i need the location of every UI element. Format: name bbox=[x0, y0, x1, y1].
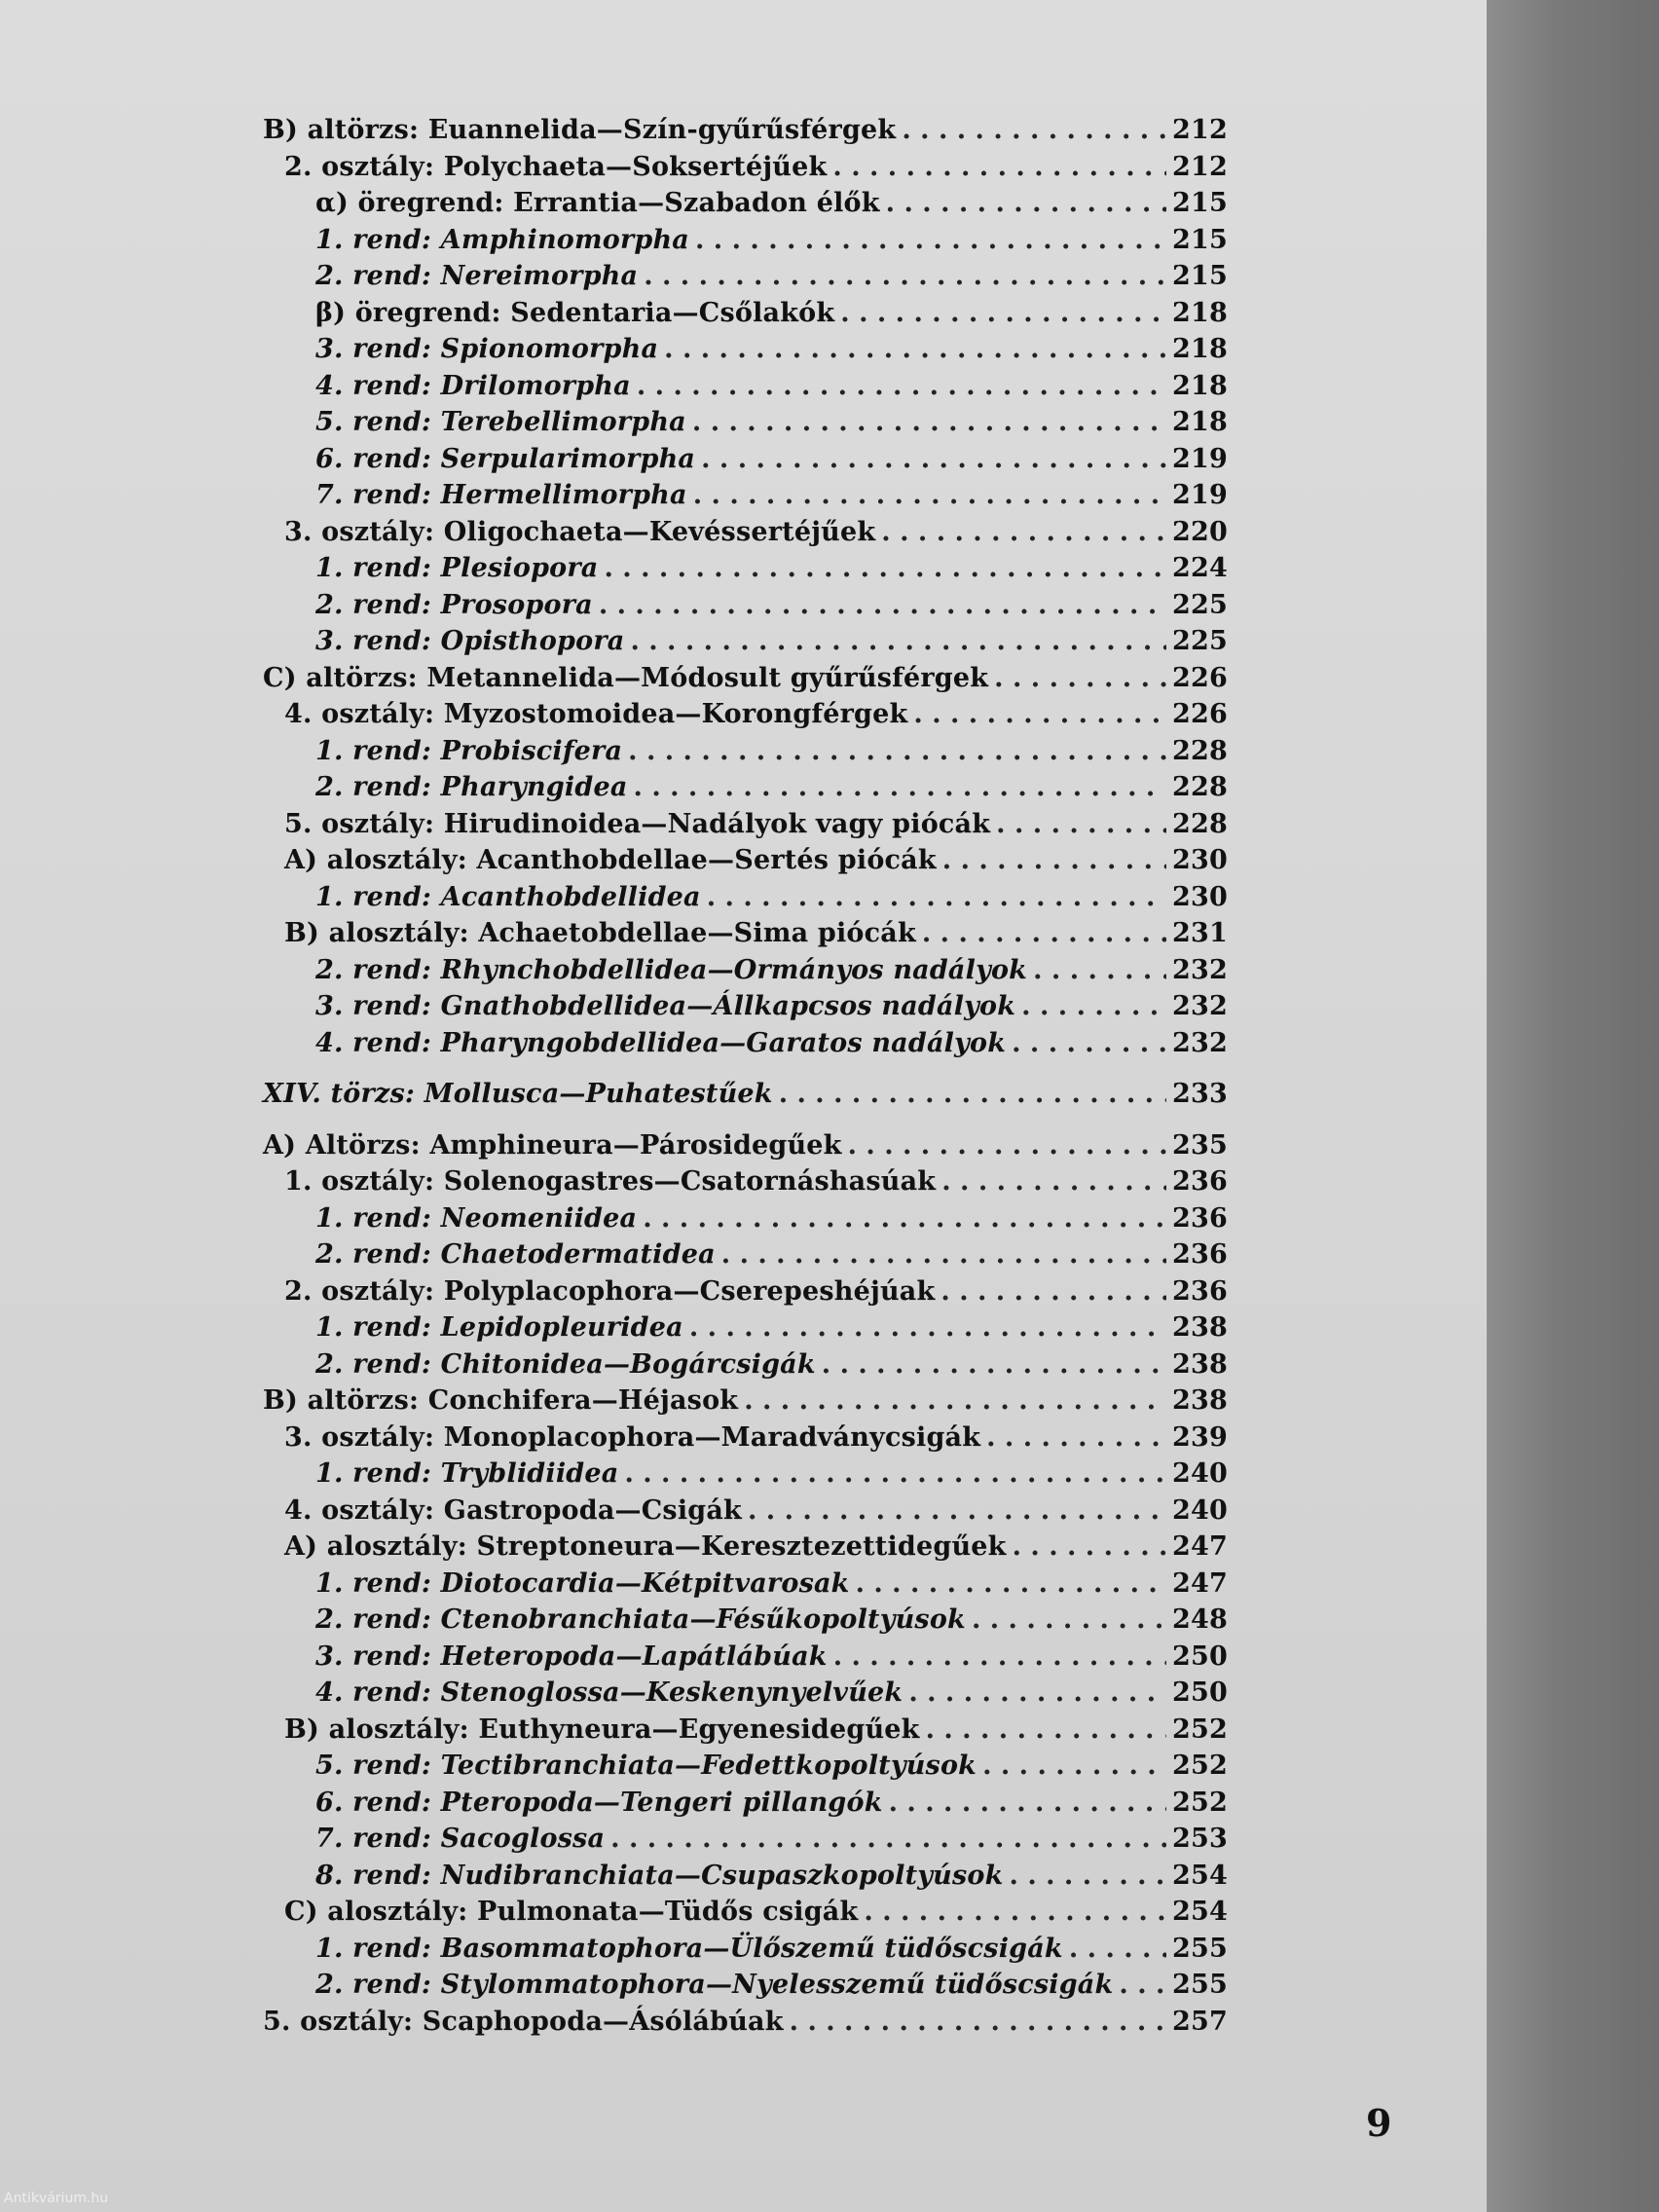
toc-entry-page: 253 bbox=[1172, 1824, 1228, 1854]
toc-entry-page: 252 bbox=[1172, 1714, 1228, 1745]
toc-entry-title: 1. rend: Probiscifera bbox=[315, 735, 623, 766]
toc-entry bbox=[263, 1531, 1227, 1568]
dot-leader bbox=[996, 809, 1166, 839]
toc-entry bbox=[263, 334, 1227, 371]
dot-leader bbox=[604, 553, 1166, 583]
toc-entry bbox=[263, 1824, 1227, 1861]
toc-entry-title: 7. rend: Hermellimorpha bbox=[315, 480, 687, 510]
dot-leader bbox=[833, 1641, 1166, 1672]
toc-entry-page: 252 bbox=[1172, 1751, 1228, 1781]
toc-entry-title: 1. rend: Acanthobdellidea bbox=[315, 881, 701, 912]
toc-entry-page: 218 bbox=[1172, 370, 1228, 401]
toc-entry-page: 250 bbox=[1172, 1641, 1228, 1672]
toc-entry-title: 3. rend: Opisthopora bbox=[315, 626, 625, 656]
toc-entry bbox=[263, 1788, 1227, 1825]
toc-entry-title: 1. rend: Neomeniidea bbox=[315, 1202, 638, 1234]
toc-entry bbox=[263, 772, 1227, 809]
toc-entry bbox=[263, 1641, 1227, 1678]
dot-leader bbox=[848, 1130, 1166, 1161]
toc-entry-page: 248 bbox=[1172, 1604, 1228, 1635]
toc-entry-title: 1. rend: Lepidopleuridea bbox=[315, 1312, 683, 1343]
toc-entry-page: 232 bbox=[1172, 991, 1228, 1021]
toc-entry-title: 2. rend: Pharyngidea bbox=[315, 772, 628, 802]
toc-entry-title: 1. rend: Tryblidiidea bbox=[315, 1458, 619, 1489]
adjacent-page-edge bbox=[1487, 0, 1659, 2212]
toc-entry bbox=[263, 225, 1227, 262]
toc-entry-page: 228 bbox=[1172, 735, 1228, 766]
dot-leader bbox=[664, 334, 1166, 364]
toc-entry bbox=[263, 1458, 1227, 1495]
toc-entry-page: 218 bbox=[1172, 407, 1228, 437]
toc-entry-page: 224 bbox=[1172, 553, 1228, 583]
toc-entry-page: 236 bbox=[1172, 1166, 1228, 1197]
dot-leader bbox=[994, 663, 1166, 693]
toc-entry-title: 4. rend: Pharyngobdellidea—Garatos nadályok bbox=[315, 1027, 1007, 1058]
toc-entry-page: 226 bbox=[1172, 662, 1228, 693]
toc-entry-page: 238 bbox=[1172, 1385, 1228, 1416]
toc-entry-title: 7. rend: Sacoglossa bbox=[315, 1824, 606, 1854]
toc-entry-page: 250 bbox=[1172, 1677, 1228, 1708]
dot-leader bbox=[856, 1568, 1166, 1599]
toc-entry bbox=[263, 845, 1227, 882]
toc-entry-page: 233 bbox=[1172, 1079, 1228, 1109]
toc-entry bbox=[263, 1861, 1227, 1898]
toc-entry-page: 230 bbox=[1172, 881, 1228, 912]
toc-entry-page: 232 bbox=[1172, 954, 1228, 985]
toc-entry-page: 236 bbox=[1172, 1202, 1228, 1234]
toc-entry-page: 239 bbox=[1172, 1421, 1228, 1453]
dot-leader bbox=[972, 1604, 1166, 1635]
dot-leader bbox=[628, 736, 1166, 766]
toc-entry bbox=[263, 1970, 1227, 2007]
toc-entry-title: 8. rend: Nudibranchiata—Csupaszkopoltyúsok bbox=[315, 1860, 1004, 1891]
dot-leader bbox=[1119, 1970, 1166, 2000]
toc-entry-title: 1. rend: Plesiopora bbox=[315, 553, 599, 583]
dot-leader bbox=[1033, 955, 1166, 985]
toc-entry-title: 2. rend: Stylommatophora—Nyelesszemű tüdőscsigák bbox=[315, 1970, 1114, 2000]
toc-entry-title: 1. osztály: Solenogastres—Csatornáshasúak bbox=[284, 1166, 937, 1197]
toc-entry-page: 225 bbox=[1172, 626, 1228, 656]
toc-entry-title: 2. rend: Chitonidea—Bogárcsigák bbox=[315, 1348, 816, 1380]
toc-entry-title: C) altörzs: Metannelida—Módosult gyűrűsférgek bbox=[263, 662, 989, 693]
toc-entry-page: 254 bbox=[1172, 1860, 1228, 1891]
toc-entry-page: 238 bbox=[1172, 1312, 1228, 1343]
dot-leader bbox=[610, 1824, 1166, 1854]
toc-entry-page: 236 bbox=[1172, 1239, 1228, 1270]
toc-entry-title: 3. rend: Heteropoda—Lapátlábúak bbox=[315, 1641, 828, 1672]
dot-leader bbox=[693, 480, 1166, 510]
toc-entry-page: 219 bbox=[1172, 443, 1228, 474]
toc-entry-title: 3. osztály: Monoplacophora—Maradványcsigák bbox=[284, 1421, 981, 1453]
dot-leader bbox=[1021, 991, 1166, 1021]
toc-entry bbox=[263, 590, 1227, 627]
toc-entry bbox=[263, 261, 1227, 298]
toc-entry-page: 228 bbox=[1172, 772, 1228, 802]
table-of-contents bbox=[263, 115, 1227, 2043]
toc-entry bbox=[263, 1934, 1227, 1971]
dot-leader bbox=[637, 371, 1166, 401]
dot-leader bbox=[643, 1203, 1166, 1234]
toc-entry-title: 5. rend: Terebellimorpha bbox=[315, 407, 686, 437]
dot-leader bbox=[634, 772, 1166, 802]
toc-entry-page: 230 bbox=[1172, 845, 1228, 875]
toc-entry-title: 1. rend: Amphinomorpha bbox=[315, 224, 689, 255]
dot-leader bbox=[940, 1276, 1166, 1307]
dot-leader bbox=[942, 845, 1166, 875]
toc-entry bbox=[263, 1028, 1227, 1065]
toc-entry bbox=[263, 1385, 1227, 1422]
toc-entry-title: B) altörzs: Euannelida—Szín-gyűrűsférgek bbox=[263, 115, 897, 145]
dot-leader bbox=[913, 699, 1166, 729]
dot-leader bbox=[832, 152, 1166, 182]
toc-entry-title: A) Altörzs: Amphineura—Párosidegűek bbox=[263, 1129, 842, 1161]
dot-leader bbox=[889, 1788, 1166, 1818]
toc-entry bbox=[263, 1568, 1227, 1605]
toc-entry-title: 2. rend: Rhynchobdellidea—Ormányos nadályok bbox=[315, 954, 1028, 985]
toc-entry bbox=[263, 918, 1227, 955]
toc-entry-title: 2. osztály: Polychaeta—Soksertéjűek bbox=[284, 151, 828, 182]
toc-entry bbox=[263, 955, 1227, 992]
dot-leader bbox=[840, 298, 1166, 328]
page-number: 9 bbox=[1366, 2101, 1392, 2145]
toc-entry-title: A) alosztály: Acanthobdellae—Sertés piócák bbox=[284, 845, 937, 875]
toc-entry-page: 215 bbox=[1172, 188, 1228, 218]
dot-leader bbox=[822, 1349, 1166, 1380]
toc-entry bbox=[263, 809, 1227, 846]
dot-leader bbox=[644, 261, 1166, 291]
toc-entry bbox=[263, 2007, 1227, 2044]
toc-entry bbox=[263, 1604, 1227, 1641]
toc-entry-page: 220 bbox=[1172, 516, 1228, 547]
dot-leader bbox=[689, 1312, 1166, 1343]
toc-entry-title: 4. rend: Drilomorpha bbox=[315, 370, 631, 401]
toc-entry-title: XIV. törzs: Mollusca—Puhatestűek bbox=[263, 1079, 773, 1109]
dot-leader bbox=[902, 115, 1166, 145]
toc-entry-page: 257 bbox=[1172, 2006, 1228, 2037]
toc-entry-page: 235 bbox=[1172, 1129, 1228, 1161]
toc-entry-title: β) öregrend: Sedentaria—Csőlakók bbox=[315, 297, 835, 328]
toc-entry-page: 232 bbox=[1172, 1027, 1228, 1058]
toc-entry-title: 1. rend: Diotocardia—Kétpitvarosak bbox=[315, 1567, 850, 1599]
toc-entry bbox=[263, 1312, 1227, 1349]
watermark: Antikvárium.hu bbox=[4, 2191, 109, 2206]
dot-leader bbox=[941, 1166, 1166, 1197]
toc-entry-title: 2. rend: Chaetodermatidea bbox=[315, 1239, 716, 1270]
dot-leader bbox=[701, 444, 1166, 474]
toc-entry bbox=[263, 699, 1227, 736]
toc-entry bbox=[263, 1203, 1227, 1240]
toc-entry-page: 212 bbox=[1172, 115, 1228, 145]
toc-entry bbox=[263, 1422, 1227, 1459]
toc-entry-title: 4. osztály: Gastropoda—Csigák bbox=[284, 1494, 742, 1526]
toc-entry-page: 236 bbox=[1172, 1275, 1228, 1307]
dot-leader bbox=[599, 590, 1166, 620]
toc-entry bbox=[263, 1166, 1227, 1203]
dot-leader bbox=[881, 517, 1166, 547]
dot-leader bbox=[908, 1677, 1166, 1708]
toc-entry-title: A) alosztály: Streptoneura—Keresztezettidegűek bbox=[284, 1531, 1007, 1562]
dot-leader bbox=[744, 1385, 1166, 1416]
toc-entry bbox=[263, 298, 1227, 335]
toc-entry bbox=[263, 480, 1227, 517]
toc-entry bbox=[263, 736, 1227, 773]
dot-leader bbox=[707, 882, 1166, 912]
toc-entry-page: 218 bbox=[1172, 334, 1228, 364]
toc-entry bbox=[263, 1130, 1227, 1167]
toc-entry bbox=[263, 553, 1227, 590]
toc-entry-title: 2. osztály: Polyplacophora—Cserepeshéjúak bbox=[284, 1275, 936, 1307]
toc-entry bbox=[263, 188, 1227, 225]
toc-entry bbox=[263, 882, 1227, 919]
toc-entry bbox=[263, 1677, 1227, 1714]
toc-entry-title: 5. osztály: Scaphopoda—Ásólábúak bbox=[263, 2006, 784, 2037]
toc-entry-title: B) alosztály: Euthyneura—Egyenesidegűek bbox=[284, 1714, 920, 1745]
dot-leader bbox=[864, 1897, 1166, 1927]
dot-leader bbox=[1010, 1861, 1166, 1891]
toc-entry bbox=[263, 1714, 1227, 1751]
toc-entry bbox=[263, 371, 1227, 408]
toc-entry bbox=[263, 1239, 1227, 1276]
toc-entry bbox=[263, 115, 1227, 152]
dot-leader bbox=[695, 225, 1166, 255]
toc-entry-title: α) öregrend: Errantia—Szabadon élők bbox=[315, 188, 880, 218]
toc-entry-page: 240 bbox=[1172, 1458, 1228, 1489]
toc-entry-title: 2. rend: Prosopora bbox=[315, 589, 593, 620]
toc-entry-page: 255 bbox=[1172, 1970, 1228, 2000]
toc-entry-title: C) alosztály: Pulmonata—Tüdős csigák bbox=[284, 1897, 859, 1927]
toc-entry-page: 215 bbox=[1172, 261, 1228, 291]
toc-entry bbox=[263, 1349, 1227, 1386]
toc-entry-page: 238 bbox=[1172, 1348, 1228, 1380]
toc-entry-title: 2. rend: Nereimorpha bbox=[315, 261, 639, 291]
toc-entry-title: B) alosztály: Achaetobdellae—Sima piócák bbox=[284, 918, 916, 948]
dot-leader bbox=[1012, 1028, 1166, 1058]
dot-leader bbox=[986, 1422, 1166, 1453]
toc-entry bbox=[263, 1751, 1227, 1788]
toc-entry-title: 3. osztály: Oligochaeta—Kevéssertéjűek bbox=[284, 516, 876, 547]
toc-entry-page: 240 bbox=[1172, 1494, 1228, 1526]
toc-entry bbox=[263, 1276, 1227, 1313]
toc-entry-title: 5. osztály: Hirudinoidea—Nadályok vagy piócák bbox=[284, 808, 991, 839]
dot-leader bbox=[1069, 1934, 1166, 1964]
dot-leader bbox=[748, 1495, 1166, 1526]
toc-entry-page: 218 bbox=[1172, 297, 1228, 328]
toc-entry-page: 247 bbox=[1172, 1567, 1228, 1599]
dot-leader bbox=[624, 1458, 1166, 1489]
dot-leader bbox=[692, 407, 1166, 437]
toc-entry bbox=[263, 1495, 1227, 1532]
toc-entry-title: 5. rend: Tectibranchiata—Fedettkopoltyúsok bbox=[315, 1751, 977, 1781]
toc-entry-page: 247 bbox=[1172, 1531, 1228, 1562]
toc-entry-page: 228 bbox=[1172, 808, 1228, 839]
toc-entry bbox=[263, 991, 1227, 1028]
toc-entry-page: 252 bbox=[1172, 1787, 1228, 1818]
toc-entry-page: 215 bbox=[1172, 224, 1228, 255]
dot-leader bbox=[922, 918, 1166, 948]
dot-leader bbox=[886, 188, 1166, 218]
toc-entry-title: 4. osztály: Myzostomoidea—Korongférgek bbox=[284, 699, 908, 729]
toc-entry-page: 212 bbox=[1172, 151, 1228, 182]
toc-entry-page: 231 bbox=[1172, 918, 1228, 948]
toc-entry-page: 225 bbox=[1172, 589, 1228, 620]
toc-entry bbox=[263, 626, 1227, 663]
dot-leader bbox=[790, 2007, 1166, 2037]
toc-entry-page: 226 bbox=[1172, 699, 1228, 729]
toc-entry-title: 1. rend: Basommatophora—Ülőszemű tüdőscsigák bbox=[315, 1933, 1063, 1964]
dot-leader bbox=[982, 1751, 1166, 1781]
toc-entry bbox=[263, 517, 1227, 554]
toc-entry-title: 3. rend: Spionomorpha bbox=[315, 334, 659, 364]
dot-leader bbox=[926, 1714, 1166, 1745]
dot-leader bbox=[779, 1079, 1166, 1109]
toc-entry-title: 2. rend: Ctenobranchiata—Fésűkopoltyúsok bbox=[315, 1604, 966, 1635]
toc-entry-page: 255 bbox=[1172, 1933, 1228, 1964]
toc-entry bbox=[263, 152, 1227, 189]
toc-entry bbox=[263, 407, 1227, 444]
toc-entry-title: 6. rend: Pteropoda—Tengeri pillangók bbox=[315, 1787, 883, 1818]
toc-entry-title: 6. rend: Serpularimorpha bbox=[315, 443, 696, 474]
toc-entry bbox=[263, 444, 1227, 481]
dot-leader bbox=[721, 1239, 1166, 1270]
dot-leader bbox=[1013, 1531, 1166, 1562]
toc-entry-page: 219 bbox=[1172, 480, 1228, 510]
toc-entry-title: B) altörzs: Conchifera—Héjasok bbox=[263, 1385, 739, 1416]
toc-entry-title: 4. rend: Stenoglossa—Keskenynyelvűek bbox=[315, 1677, 903, 1708]
dot-leader bbox=[630, 626, 1166, 656]
toc-entry bbox=[263, 663, 1227, 700]
toc-entry-page: 254 bbox=[1172, 1897, 1228, 1927]
toc-entry-title: 3. rend: Gnathobdellidea—Állkapcsos nadályok bbox=[315, 991, 1016, 1021]
toc-entry bbox=[263, 1079, 1227, 1116]
toc-entry bbox=[263, 1897, 1227, 1934]
